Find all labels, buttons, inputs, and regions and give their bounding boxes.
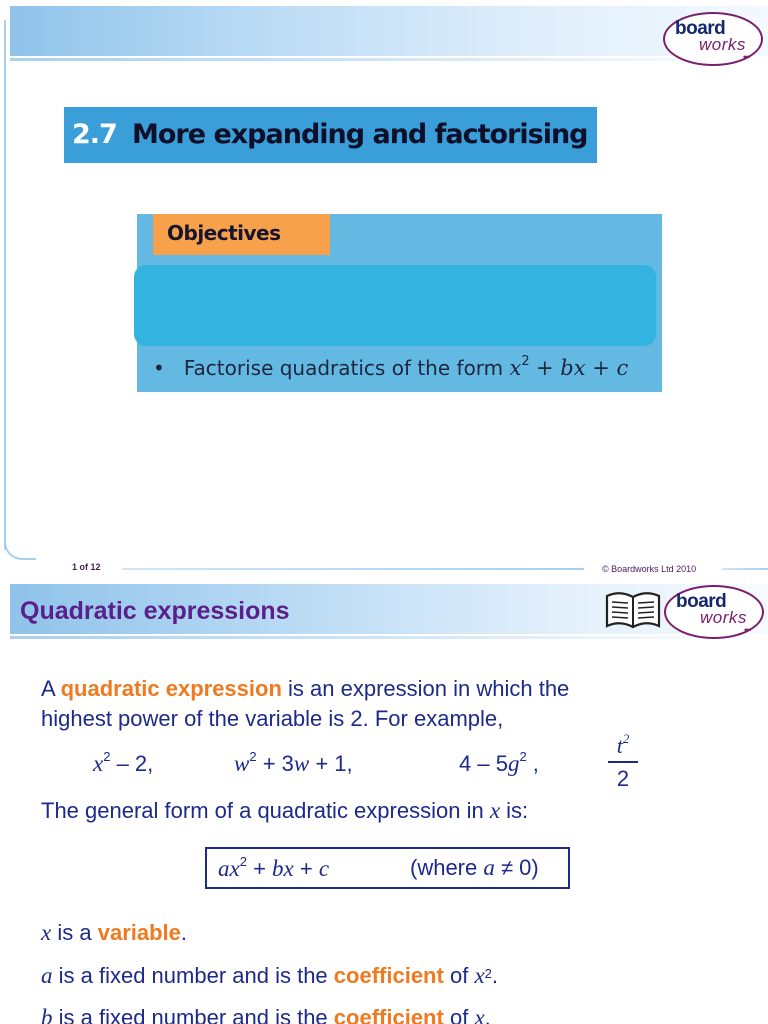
formula-plus1: + bbox=[246, 856, 273, 881]
objectives-inner-box bbox=[134, 265, 656, 346]
e3-rest: , bbox=[526, 751, 539, 776]
title-text: More expanding and factorising bbox=[132, 119, 588, 150]
title-number: 2.7 bbox=[72, 119, 117, 150]
e1-rest: – 2, bbox=[110, 751, 154, 776]
def-b-var: b bbox=[41, 1005, 53, 1024]
def-b-pre: is a fixed number and is the bbox=[58, 1005, 328, 1024]
fraction-numerator bbox=[606, 733, 640, 761]
logo-board-text: board bbox=[676, 591, 727, 612]
objectives-tab bbox=[153, 214, 330, 255]
definition-a bbox=[41, 961, 498, 991]
definition-x bbox=[41, 918, 187, 948]
intro-pre: A bbox=[41, 676, 55, 701]
header-band bbox=[10, 6, 768, 56]
def-a-post: of bbox=[449, 963, 469, 988]
def-x-term: variable bbox=[97, 920, 181, 945]
e2-var2: w bbox=[293, 751, 310, 776]
def-x-pre: is a bbox=[57, 920, 92, 945]
definition-b bbox=[41, 1003, 491, 1024]
objective-item bbox=[153, 356, 628, 380]
def-b-end: . bbox=[484, 1005, 491, 1024]
boardworks-logo bbox=[664, 585, 764, 639]
def-x-var: x bbox=[41, 920, 52, 945]
formula-sup: 2 bbox=[239, 854, 247, 869]
example-1 bbox=[93, 751, 153, 777]
example-3 bbox=[459, 751, 539, 777]
header-divider bbox=[10, 58, 768, 61]
formula-c: c bbox=[318, 856, 330, 881]
intro-paragraph bbox=[41, 674, 569, 734]
def-a-end: . bbox=[491, 963, 499, 988]
cond-post: ≠ 0) bbox=[501, 855, 539, 880]
def-b-post: of bbox=[449, 1005, 469, 1024]
logo-works-text: works bbox=[699, 35, 746, 54]
objective-math-x: x bbox=[509, 356, 522, 380]
def-a-term: coefficient bbox=[333, 963, 444, 988]
page-number: 1 of 12 bbox=[72, 562, 101, 572]
logo-works-text: works bbox=[700, 608, 747, 627]
e2-rest: + 1, bbox=[309, 751, 353, 776]
boardworks-logo bbox=[663, 12, 763, 66]
e2-var: w bbox=[234, 751, 250, 776]
e4-sup: 2 bbox=[622, 731, 630, 746]
formula-plus2: + bbox=[293, 856, 319, 881]
intro-line2: highest power of the variable is 2. For example, bbox=[41, 706, 504, 731]
intro-term: quadratic expression bbox=[60, 676, 282, 701]
def-a-sup: 2 bbox=[484, 966, 492, 981]
objective-text: Factorise quadratics of the form bbox=[183, 356, 504, 380]
formula-ax: ax bbox=[218, 856, 240, 881]
formula-bx: bx bbox=[272, 856, 294, 881]
formula-condition bbox=[410, 855, 539, 881]
formula bbox=[218, 856, 329, 882]
cond-pre: (where bbox=[410, 855, 478, 880]
e4-num: t bbox=[616, 733, 623, 758]
e3-var: g bbox=[507, 751, 520, 776]
left-border-curve bbox=[4, 530, 36, 560]
cond-var: a bbox=[483, 855, 495, 880]
e2-sup: 2 bbox=[249, 749, 257, 764]
gf-post: is: bbox=[506, 798, 529, 823]
general-form-box bbox=[205, 847, 570, 889]
open-book-icon bbox=[604, 588, 662, 632]
slide-title: Quadratic expressions bbox=[20, 597, 290, 625]
e1-sup: 2 bbox=[103, 749, 111, 764]
general-form-sentence bbox=[41, 796, 528, 826]
example-4-fraction bbox=[606, 733, 640, 792]
objectives-label: Objectives bbox=[167, 221, 281, 245]
objective-math-sup: 2 bbox=[521, 354, 530, 369]
left-border bbox=[4, 20, 6, 550]
gf-var: x bbox=[489, 798, 501, 823]
bullet: • bbox=[153, 356, 165, 380]
def-a-var: a bbox=[41, 963, 53, 988]
def-x-post: . bbox=[180, 920, 188, 945]
fraction-bar bbox=[608, 761, 638, 763]
logo-dots: ••• bbox=[744, 625, 751, 635]
slide-2 bbox=[0, 578, 768, 1024]
def-a-var2: x bbox=[474, 963, 485, 988]
gf-pre: The general form of a quadratic expression in bbox=[41, 798, 484, 823]
intro-post: is an expression in which the bbox=[288, 676, 570, 701]
objective-math-rest: + bx + c bbox=[536, 356, 629, 380]
def-a-pre: is a fixed number and is the bbox=[58, 963, 328, 988]
logo-dots: ••• bbox=[743, 52, 750, 62]
footer-line-right bbox=[722, 568, 768, 570]
def-b-term: coefficient bbox=[333, 1005, 444, 1024]
fraction-denominator: 2 bbox=[616, 766, 630, 791]
logo-board-text: board bbox=[675, 18, 726, 39]
footer-line-left bbox=[122, 568, 584, 570]
title-banner bbox=[64, 107, 597, 163]
e1-var: x bbox=[93, 751, 104, 776]
e2-mid: + 3 bbox=[256, 751, 294, 776]
copyright: © Boardworks Ltd 2010 bbox=[602, 564, 697, 574]
header-divider bbox=[10, 636, 768, 639]
example-2 bbox=[234, 751, 353, 777]
e3-pre: 4 – 5 bbox=[459, 751, 508, 776]
def-b-var2: x bbox=[474, 1005, 485, 1024]
e3-sup: 2 bbox=[519, 749, 527, 764]
